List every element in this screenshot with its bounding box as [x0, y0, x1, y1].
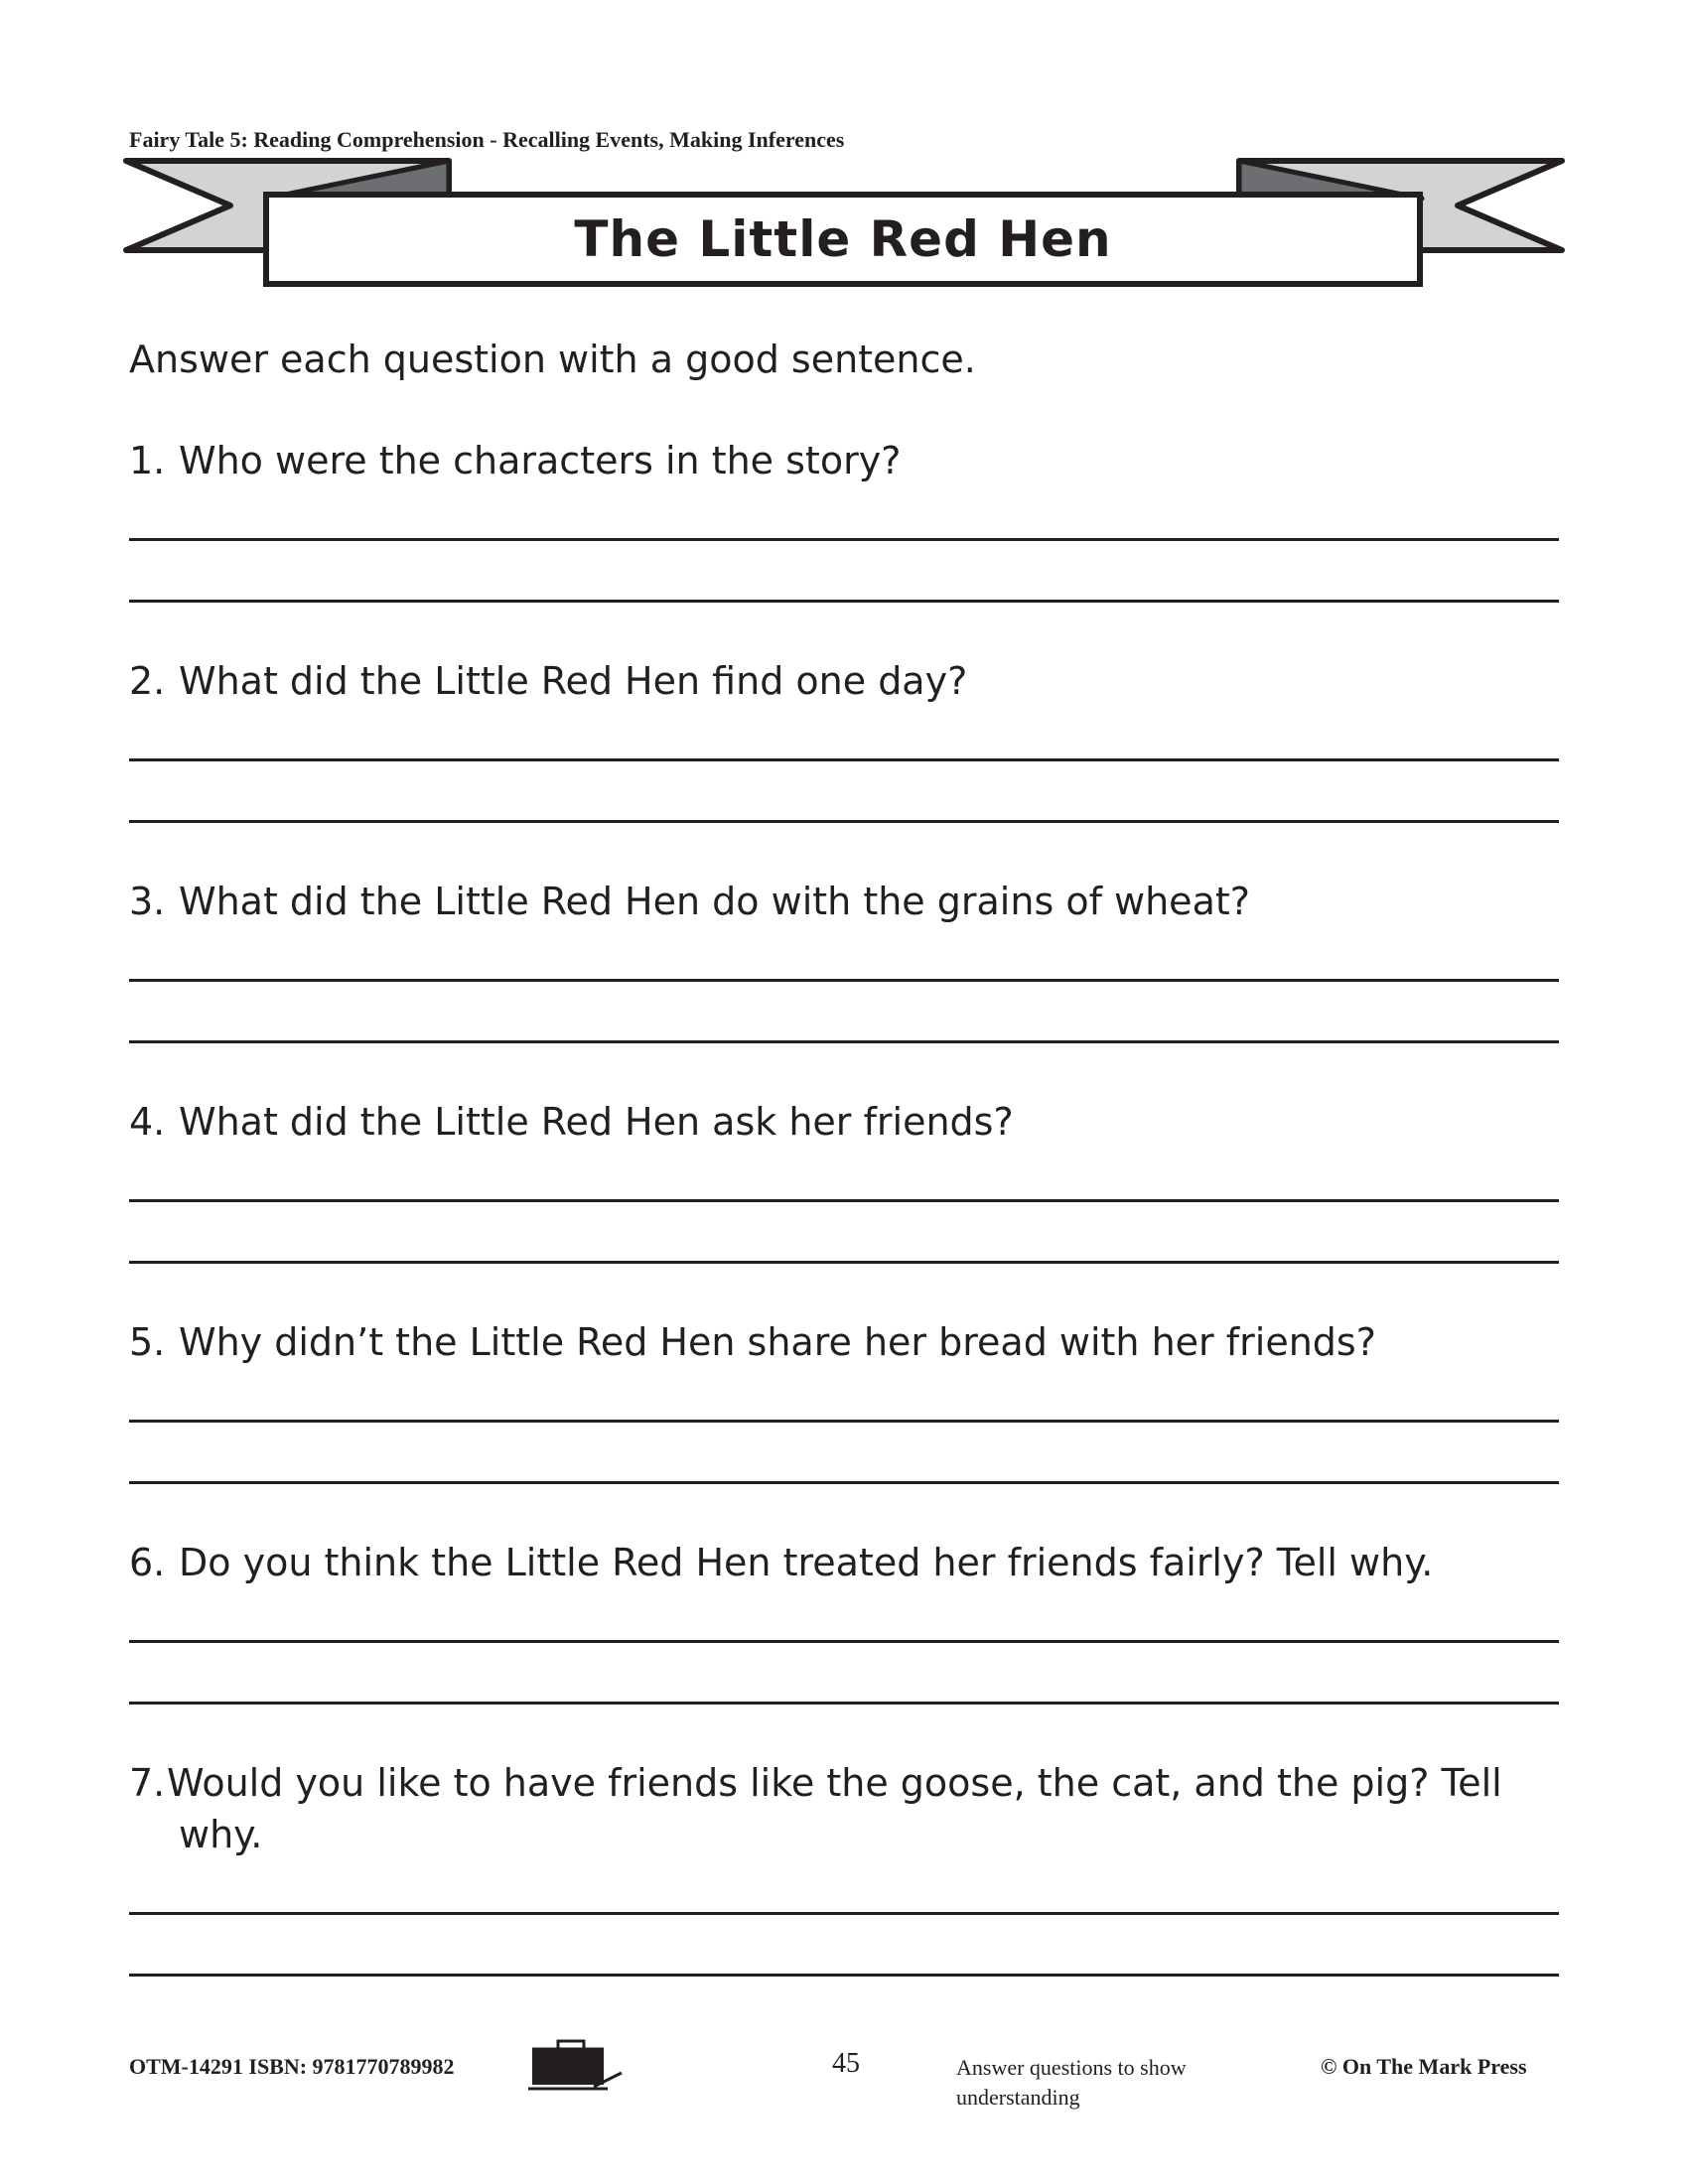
answer-line-5a[interactable]	[129, 1420, 1559, 1423]
question-number: 1.	[129, 439, 166, 482]
question-text: Why didn’t the Little Red Hen share her bread with her friends?	[179, 1320, 1376, 1364]
question-text: What did the Little Red Hen do with the grains of wheat?	[179, 880, 1250, 923]
answer-line-3b[interactable]	[129, 1040, 1559, 1043]
question-2	[129, 655, 1559, 707]
answer-line-2a[interactable]	[129, 758, 1559, 761]
instructions: Answer each question with a good sentence.	[129, 338, 976, 381]
question-text-continued: why.	[179, 1813, 263, 1856]
question-number: 3.	[129, 880, 166, 923]
question-3	[129, 876, 1559, 927]
question-number: 5.	[129, 1320, 166, 1364]
answer-line-1a[interactable]	[129, 538, 1559, 541]
question-6	[129, 1537, 1559, 1588]
question-5	[129, 1316, 1559, 1368]
answer-line-4b[interactable]	[129, 1261, 1559, 1264]
question-text: Do you think the Little Red Hen treated her friends fairly? Tell why.	[179, 1541, 1434, 1584]
footer-skill	[956, 2053, 1187, 2113]
answer-line-3a[interactable]	[129, 979, 1559, 982]
question-number: 7.	[129, 1761, 166, 1805]
answer-line-7a[interactable]	[129, 1912, 1559, 1915]
footer-skill-line-2: understanding	[956, 2085, 1080, 2110]
question-number: 4.	[129, 1100, 166, 1144]
page-number: 45	[832, 2048, 860, 2079]
question-text: Who were the characters in the story?	[179, 439, 902, 482]
page-title: The Little Red Hen	[574, 210, 1112, 268]
question-text: What did the Little Red Hen ask her friends?	[179, 1100, 1014, 1144]
question-1	[129, 435, 1559, 486]
question-text: Would you like to have friends like the goose, the cat, and the pig? Tell	[167, 1761, 1502, 1805]
footer-copyright: © On The Mark Press	[1321, 2054, 1527, 2079]
answer-line-7b[interactable]	[129, 1974, 1559, 1977]
footer-skill-line-1: Answer questions to show	[956, 2055, 1187, 2080]
question-number: 6.	[129, 1541, 166, 1584]
answer-line-4a[interactable]	[129, 1199, 1559, 1202]
question-7	[129, 1757, 1559, 1860]
question-text: What did the Little Red Hen find one day?	[179, 659, 968, 703]
answer-line-2b[interactable]	[129, 820, 1559, 823]
question-4	[129, 1096, 1559, 1148]
skill-icon	[528, 2037, 626, 2093]
footer-code: OTM-14291 ISBN: 9781770789982	[129, 2054, 455, 2079]
answer-line-1b[interactable]	[129, 600, 1559, 603]
question-number: 2.	[129, 659, 166, 703]
answer-line-6b[interactable]	[129, 1702, 1559, 1705]
answer-line-6a[interactable]	[129, 1640, 1559, 1643]
page-header-label: Fairy Tale 5: Reading Comprehension - Recalling Events, Making Inferences	[129, 127, 845, 152]
answer-line-5b[interactable]	[129, 1481, 1559, 1484]
